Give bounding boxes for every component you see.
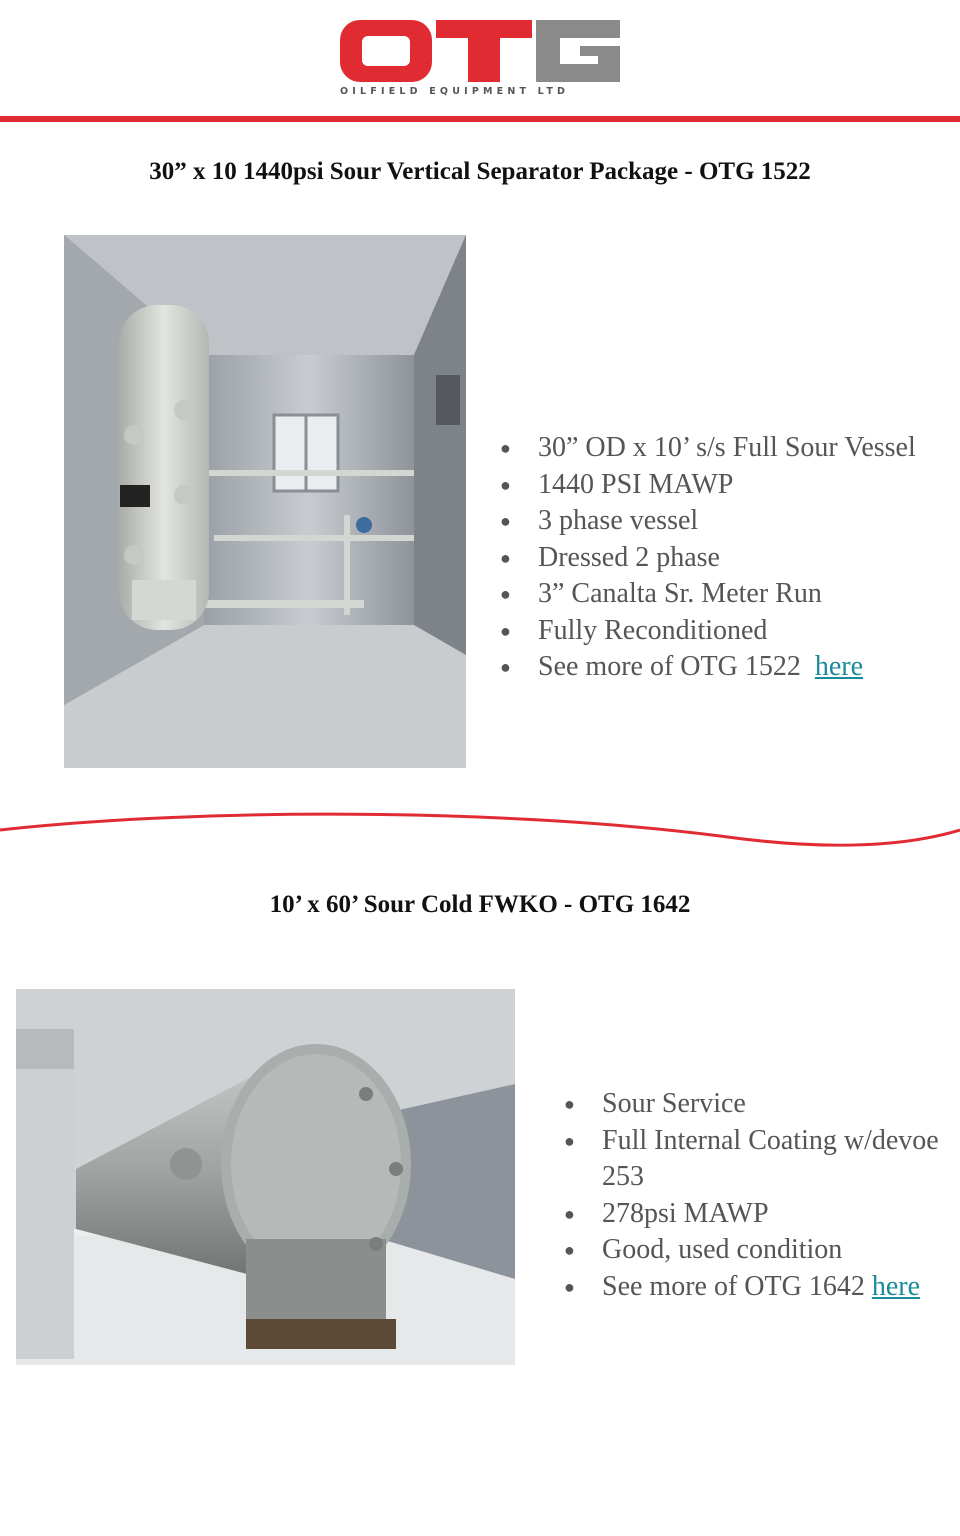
bullet-icon: ● bbox=[564, 1276, 575, 1297]
spec-text: Full Internal Coating w/devoe 253 bbox=[602, 1124, 939, 1192]
section-divider-swoosh bbox=[0, 800, 960, 860]
spec-text: See more of OTG 1522 bbox=[538, 651, 815, 682]
otg-1522-link[interactable]: here bbox=[814, 651, 864, 682]
bullet-icon: ● bbox=[500, 657, 511, 677]
spec-text: Sour Service bbox=[602, 1088, 746, 1119]
listing-2-title: 10’ x 60’ Sour Cold FWKO - OTG 1642 bbox=[269, 891, 691, 918]
spec-item bbox=[564, 1086, 944, 1123]
spec-item bbox=[564, 1269, 944, 1306]
spec-item bbox=[500, 576, 930, 613]
spec-item bbox=[564, 1123, 944, 1196]
spec-text: Good, used condition bbox=[602, 1234, 843, 1265]
listing-1-photo bbox=[64, 235, 466, 768]
spec-text: 3 phase vessel bbox=[538, 505, 699, 536]
spec-text: See more of OTG 1642 bbox=[602, 1270, 872, 1302]
spec-text: Dressed 2 phase bbox=[538, 541, 720, 573]
bullet-icon: ● bbox=[500, 547, 511, 568]
spec-item bbox=[564, 1196, 944, 1233]
bullet-icon: ● bbox=[500, 584, 511, 604]
bullet-icon: ● bbox=[500, 474, 511, 495]
bullet-icon: ● bbox=[564, 1203, 575, 1224]
spec-item bbox=[500, 649, 930, 686]
bullet-icon: ● bbox=[564, 1240, 575, 1260]
spec-text: 278psi MAWP bbox=[602, 1197, 769, 1229]
spec-item bbox=[500, 430, 930, 467]
spec-item bbox=[500, 503, 930, 540]
spec-item bbox=[500, 613, 930, 650]
spec-text: Fully Reconditioned bbox=[538, 614, 768, 646]
otg-1642-link[interactable]: here bbox=[871, 1270, 921, 1302]
spec-text: 30” OD x 10’ s/s Full Sour Vessel bbox=[538, 432, 916, 463]
spec-item bbox=[500, 540, 930, 577]
bullet-icon: ● bbox=[500, 511, 511, 531]
listing-1-title: 30” x 10 1440psi Sour Vertical Separator Package - OTG 1522 bbox=[149, 158, 811, 185]
bullet-icon: ● bbox=[564, 1130, 575, 1151]
bullet-icon: ● bbox=[500, 438, 511, 458]
header-divider bbox=[0, 116, 960, 122]
listing-2-photo bbox=[16, 989, 515, 1365]
logo-tagline: OILFIELD EQUIPMENT LTD bbox=[340, 86, 570, 97]
spec-item bbox=[564, 1232, 944, 1269]
spec-item bbox=[500, 467, 930, 504]
bullet-icon: ● bbox=[564, 1094, 575, 1114]
spec-text: 1440 PSI MAWP bbox=[538, 468, 734, 500]
listing-1-specs bbox=[500, 430, 930, 686]
bullet-icon: ● bbox=[500, 620, 511, 641]
spec-text: 3” Canalta Sr. Meter Run bbox=[538, 578, 822, 609]
listing-2-specs bbox=[564, 1086, 944, 1305]
